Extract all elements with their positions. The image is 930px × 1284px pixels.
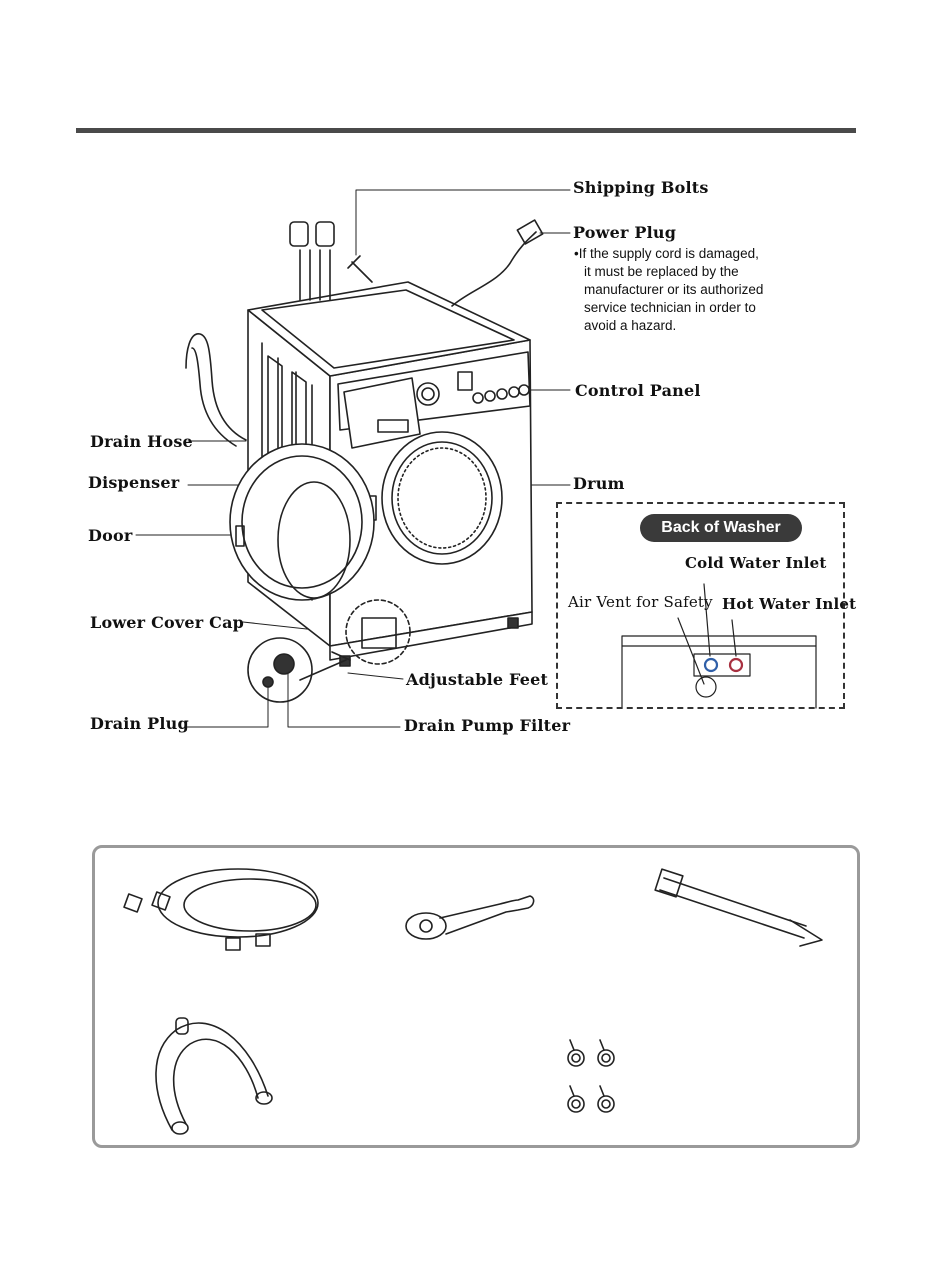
note-line: it must be replaced by the bbox=[584, 264, 739, 279]
label-drum: Drum bbox=[573, 474, 625, 493]
label-power-plug: Power Plug bbox=[573, 223, 677, 242]
note-line: manufacturer or its authorized bbox=[584, 282, 764, 297]
label-drain-plug: Drain Plug bbox=[90, 714, 189, 733]
label-hot-water-inlet: Hot Water Inlet bbox=[722, 595, 857, 613]
label-shipping-bolts: Shipping Bolts bbox=[573, 178, 709, 197]
label-control-panel: Control Panel bbox=[575, 381, 701, 400]
label-drain-pump-filter: Drain Pump Filter bbox=[404, 716, 571, 735]
power-plug-note bbox=[574, 245, 774, 335]
note-line: avoid a hazard. bbox=[584, 318, 677, 333]
label-adjustable-feet: Adjustable Feet bbox=[406, 670, 549, 689]
label-drain-hose: Drain Hose bbox=[90, 432, 193, 451]
accessories-panel bbox=[92, 845, 860, 1148]
label-door: Door bbox=[88, 526, 133, 545]
label-air-vent: Air Vent for Safety bbox=[568, 593, 713, 611]
back-of-washer-title: Back of Washer bbox=[640, 514, 802, 542]
note-line: service technician in order to bbox=[584, 300, 756, 315]
label-lower-cover-cap: Lower Cover Cap bbox=[90, 613, 245, 632]
label-dispenser: Dispenser bbox=[88, 473, 180, 492]
note-line: • If the supply cord is damaged, bbox=[574, 245, 774, 263]
label-cold-water-inlet: Cold Water Inlet bbox=[685, 554, 827, 572]
